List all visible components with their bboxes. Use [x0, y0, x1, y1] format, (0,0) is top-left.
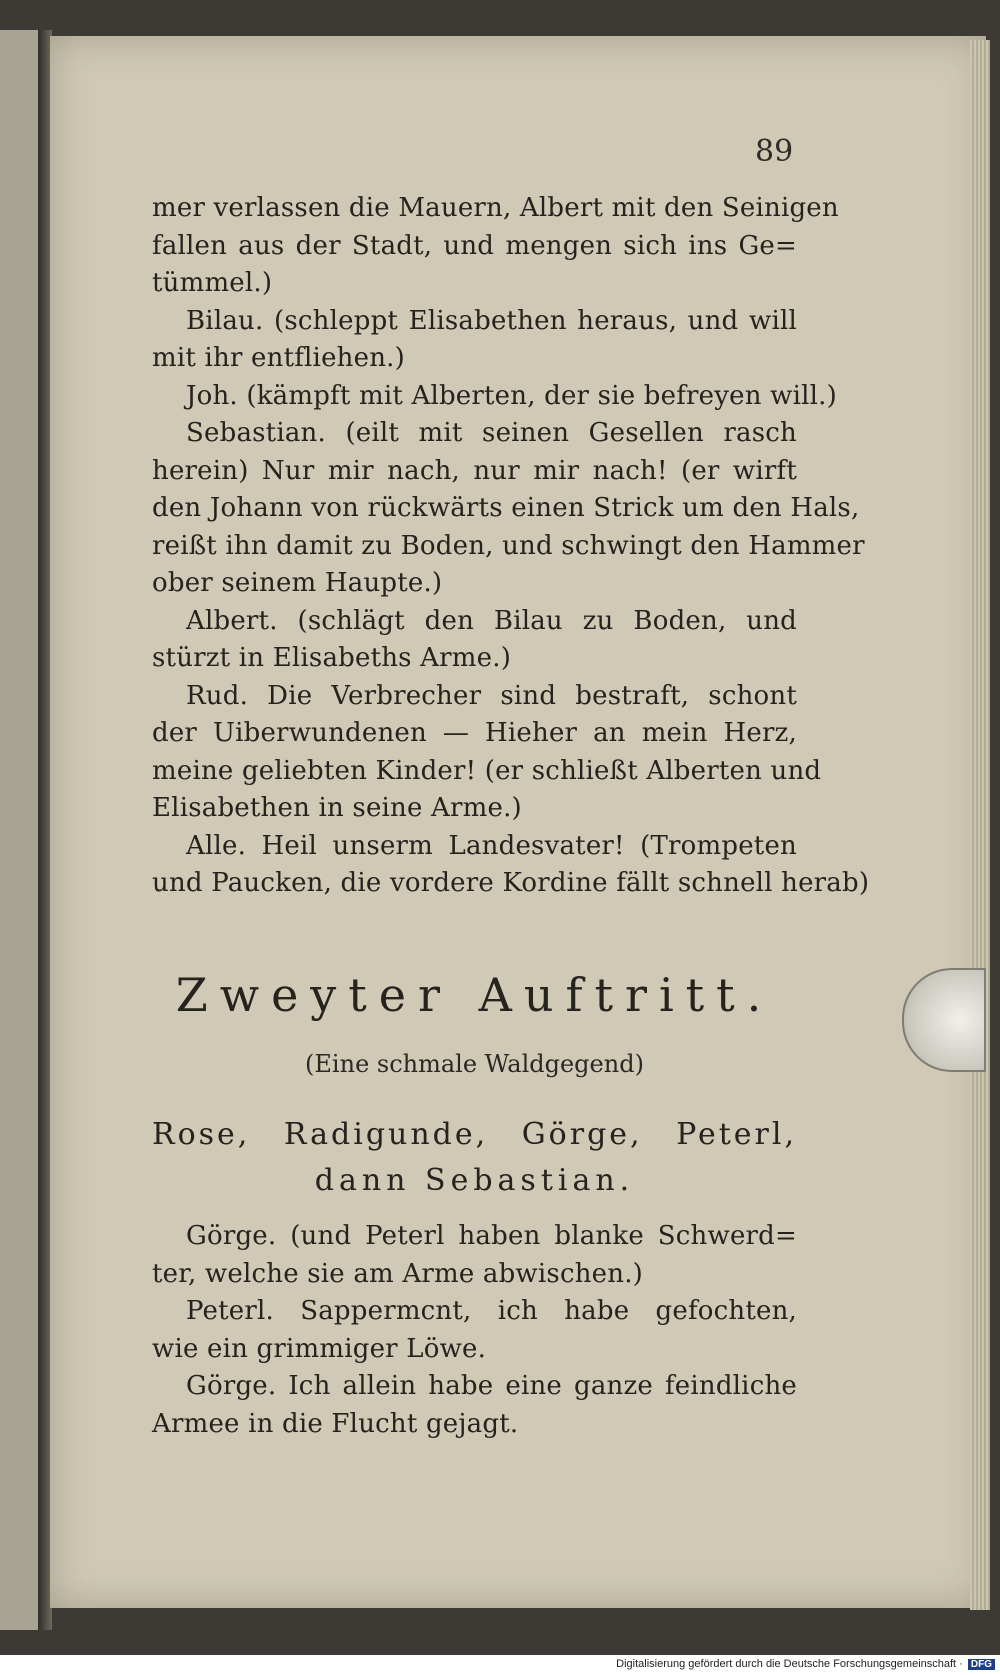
text-line: ober seinem Haupte.) — [152, 568, 443, 598]
page-number: 89 — [755, 134, 794, 169]
text-line: der Uiberwundenen — Hieher an mein Herz, — [152, 718, 797, 748]
text-block-1 — [152, 190, 870, 903]
text-line: meine geliebten Kinder! (er schließt Alberten und — [152, 755, 822, 786]
text-line: Görge. Ich allein habe eine ganze feindliche — [186, 1371, 797, 1401]
cast-list — [152, 1112, 797, 1204]
cast-line: dann Sebastian. — [314, 1163, 635, 1198]
text-line: mer verlassen die Mauern, Albert mit den Seinigen — [152, 193, 839, 223]
cast-line: Rose, Radigunde, Görge, Peterl, — [152, 1117, 797, 1152]
text-line: Alle. Heil unserm Landesvater! (Trompeten — [186, 830, 797, 861]
footer-text: Digitalisierung gefördert durch die Deutsche Forschungsgemeinschaft · — [616, 1658, 963, 1670]
text-line: herein) Nur mir nach, nur mir nach! (er wirft — [152, 455, 797, 486]
text-line: Peterl. Sappermcnt, ich habe gefochten, — [186, 1296, 797, 1326]
text-line: wie ein grimmiger Löwe. — [152, 1333, 487, 1364]
text-line: Bilau. (schleppt Elisabethen heraus, und will — [186, 305, 797, 336]
text-line: fallen aus der Stadt, und mengen sich ins Ge= — [152, 230, 797, 261]
digitization-footer — [580, 1658, 995, 1670]
page-edges — [970, 40, 990, 1610]
dfg-logo: DFG — [968, 1659, 995, 1670]
text-line: Görge. (und Peterl haben blanke Schwerd= — [186, 1221, 797, 1251]
text-line: den Johann von rückwärts einen Strick um den Hals, — [152, 493, 860, 523]
text-line: Armee in die Flucht gejagt. — [152, 1408, 519, 1439]
text-line: tümmel.) — [152, 268, 273, 298]
text-line: Albert. (schlägt den Bilau zu Boden, und — [186, 605, 797, 636]
text-line: ter, welche sie am Arme abwischen.) — [152, 1258, 643, 1289]
text-line: Elisabethen in seine Arme.) — [152, 793, 522, 823]
scene-description: (Eine schmale Waldgegend) — [305, 1050, 644, 1078]
text-line: Sebastian. (eilt mit seinen Gesellen rasch — [186, 418, 797, 448]
text-line: und Paucken, die vordere Kordine fällt schnell herab) — [152, 868, 870, 898]
text-block-2 — [152, 1218, 797, 1443]
text-line: stürzt in Elisabeths Arme.) — [152, 643, 512, 673]
section-heading: Zweyter Auftritt. — [175, 968, 774, 1022]
text-line: reißt ihn damit zu Boden, und schwingt den Hammer — [152, 530, 865, 561]
text-line: Rud. Die Verbrecher sind bestraft, schont — [186, 680, 797, 711]
text-line: Joh. (kämpft mit Alberten, der sie befreyen will.) — [186, 380, 837, 411]
text-line: mit ihr entfliehen.) — [152, 343, 405, 373]
